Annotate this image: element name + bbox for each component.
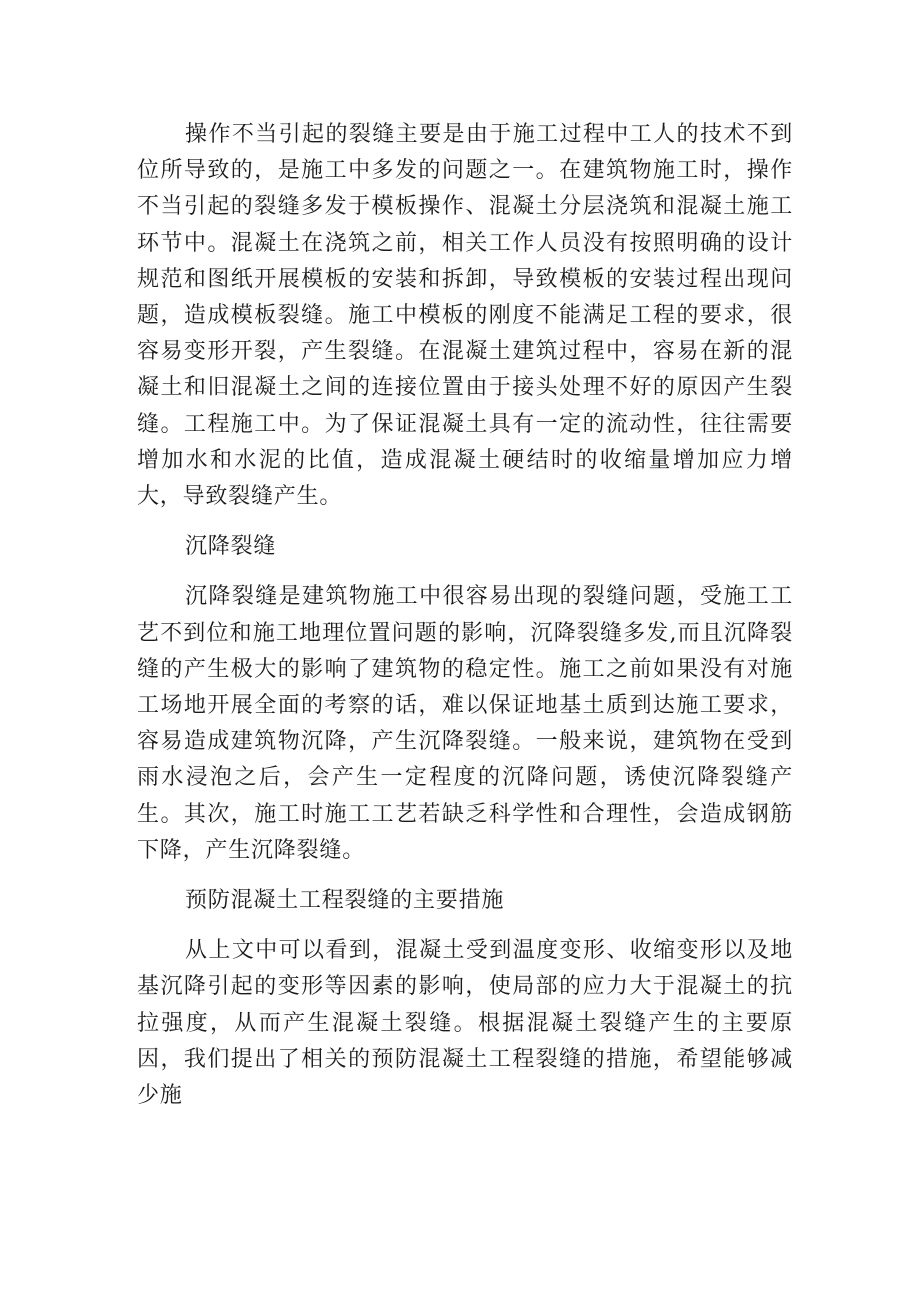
document-page xyxy=(137,117,793,1114)
paragraph-prevention-measures: 从上文中可以看到，混凝土受到温度变形、收缩变形以及地基沉降引起的变形等因素的影响，使局部的应力大于混凝土的抗拉强度，从而产生混凝土裂缝。根据混凝土裂缝产生的主要原因，我们提出了相关的预防混凝土工程裂缝的措施，希望能够减少施 xyxy=(137,938,793,1109)
paragraph-operation-cracks: 操作不当引起的裂缝主要是由于施工过程中工人的技术不到位所导致的，是施工中多发的问题之一。在建筑物施工时，操作不当引起的裂缝多发于模板操作、混凝土分层浇筑和混凝土施工环节中。混凝土在浇筑之前，相关工作人员没有按照明确的设计规范和图纸开展模板的安装和拆卸，导致模板的安装过程出现问题，造成模板裂缝。施工中模板的刚度不能满足工程的要求，很容易变形开裂，产生裂缝。在混凝土建筑过程中，容易在新的混凝土和旧混凝土之间的连接位置由于接头处理不好的原因产生裂缝。工程施工中。为了保证混凝土具有一定的流动性，往往需要增加水和水泥的比值，造成混凝土硬结时的收缩量增加应力增大，导致裂缝产生。 xyxy=(137,122,793,510)
paragraph-settlement-cracks: 沉降裂缝是建筑物施工中很容易出现的裂缝问题，受施工工艺不到位和施工地理位置问题的影响，沉降裂缝多发,而且沉降裂缝的产生极大的影响了建筑物的稳定性。施工之前如果没有对施工场地开展全面的考察的话，难以保证地基土质到达施工要求，容易造成建筑物沉降，产生沉降裂缝。一般来说，建筑物在受到雨水浸泡之后，会产生一定程度的沉降问题，诱使沉降裂缝产生。其次，施工时施工工艺若缺乏科学性和合理性，会造成钢筋下降，产生沉降裂缝。 xyxy=(137,584,793,863)
heading-settlement-cracks: 沉降裂缝 xyxy=(185,534,277,560)
heading-prevention-measures: 预防混凝土工程裂缝的主要措施 xyxy=(185,888,505,914)
